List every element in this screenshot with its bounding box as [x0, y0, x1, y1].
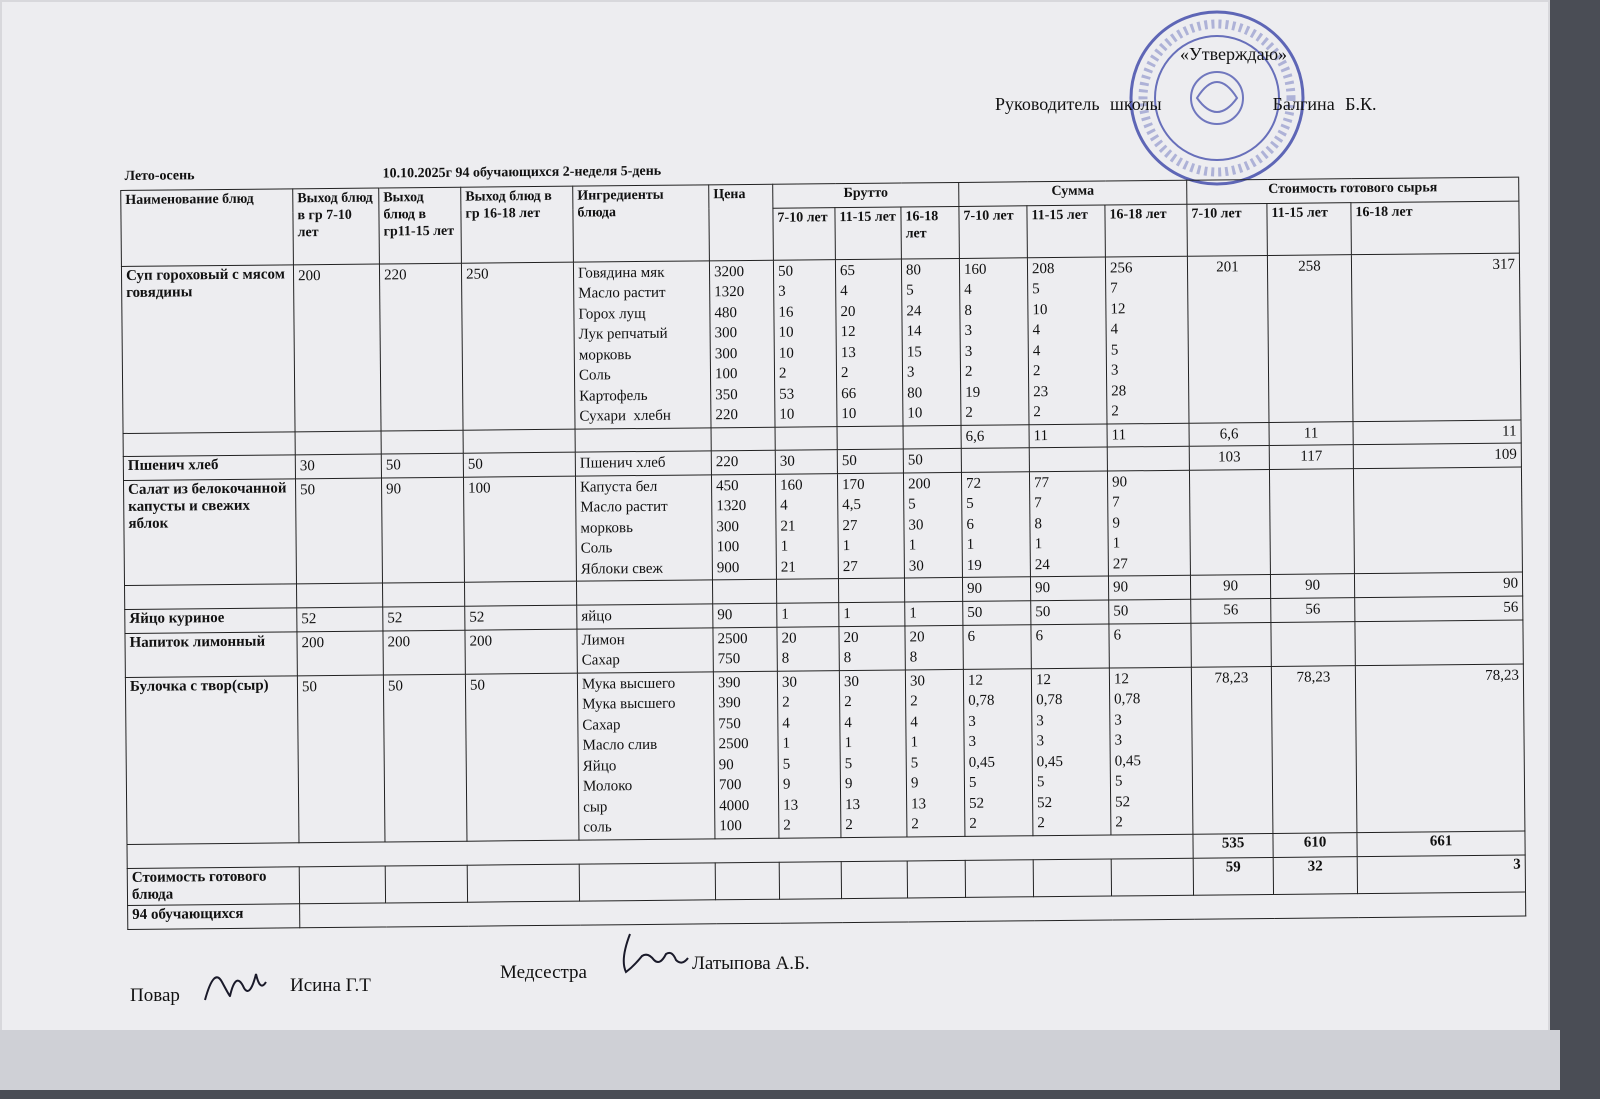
menu-row [125, 664, 1525, 844]
students-row-label: 94 обучающихся [128, 903, 300, 929]
brutto-age-7-10: 7-10 лет [773, 207, 835, 260]
price-list [711, 427, 775, 451]
cost-16-18 [1353, 467, 1522, 574]
brutto-7-10: 30 [775, 450, 837, 474]
cost-7-10: 103 [1189, 445, 1269, 469]
price-list: 390 390 750 2500 90 700 4000 100 [713, 671, 779, 839]
brutto-11-15: 50 [837, 449, 903, 473]
ingredients-list: Капуста бел Масло растит морковь Соль Яблоки свеж [575, 474, 712, 581]
cost-16-18: 109 [1353, 443, 1521, 468]
summa-7-10: 160 4 8 3 3 2 19 2 [959, 257, 1029, 425]
nurse-signature [612, 930, 692, 978]
cost-16-18 [1355, 620, 1523, 666]
cost-7-10 [1189, 469, 1270, 575]
brutto-11-15: 30 2 4 1 5 9 13 2 [839, 669, 907, 837]
cost-11-15: 56 [1271, 597, 1355, 622]
out-16-18 [463, 429, 575, 454]
brutto-16-18 [903, 425, 961, 449]
col-cost: Стоимость готового сырья [1187, 177, 1519, 204]
price-list: 220 [711, 450, 775, 474]
cost-11-15 [1271, 621, 1355, 666]
summa-7-10: 6,6 [961, 424, 1029, 448]
out-11-15 [382, 582, 464, 606]
cost-age-11-15: 11-15 лет [1267, 202, 1351, 255]
dish-name: Булочка с твор(сыр) [125, 675, 299, 844]
summa-7-10: 12 0,78 3 3 0,45 5 52 2 [963, 668, 1033, 836]
cost-11-15: 78,23 [1271, 665, 1357, 833]
dish-name [125, 584, 297, 609]
brutto-age-16-18: 16-18 лет [901, 206, 959, 259]
col-price: Цена [709, 184, 774, 261]
cost-16-18: 11 [1353, 420, 1521, 445]
col-out-16-18: Выход блюд в гр 16-18 лет [461, 186, 574, 263]
cost-11-15: 117 [1269, 445, 1353, 469]
summa-7-10: 50 [963, 600, 1031, 625]
brutto-16-18: 80 5 24 14 15 3 80 10 [901, 258, 961, 426]
nurse-label: Медсестра [500, 962, 587, 983]
cost-row-11-15: 32 [1273, 856, 1357, 894]
dish-name: Напиток лимонный [125, 631, 297, 677]
summa-11-15: 77 7 8 1 24 [1029, 471, 1108, 577]
col-dish: Наименование блюд [121, 188, 294, 266]
col-ingredients: Ингредиенты блюда [573, 184, 710, 261]
menu-row [123, 467, 1522, 586]
summa-16-18: 256 7 12 4 5 3 28 2 [1105, 256, 1189, 424]
nurse-name: Латыпова А.Б. [692, 953, 810, 974]
summa-age-7-10: 7-10 лет [959, 205, 1027, 258]
brutto-7-10: 20 8 [777, 626, 839, 671]
brutto-16-18: 50 [903, 448, 961, 472]
summa-11-15: 50 [1031, 600, 1109, 625]
cost-11-15 [1269, 468, 1354, 574]
out-7-10: 30 [295, 454, 381, 478]
summa-16-18: 12 0,78 3 3 0,45 5 52 2 [1109, 667, 1193, 835]
out-7-10 [296, 583, 382, 607]
col-summa: Сумма [959, 180, 1187, 206]
cost-age-16-18: 16-18 лет [1351, 201, 1519, 255]
dish-name [123, 431, 295, 456]
brutto-7-10 [775, 426, 837, 450]
ingredients-list: Лимон Сахар [577, 627, 713, 672]
brutto-11-15: 170 4,5 27 1 27 [837, 472, 904, 578]
summa-11-15: 208 5 10 4 4 2 23 2 [1027, 257, 1107, 425]
out-16-18: 100 [463, 476, 576, 583]
brutto-7-10: 50 3 16 10 10 2 53 10 [773, 259, 837, 427]
cost-row-16-18: 3 [1357, 855, 1525, 894]
out-16-18 [464, 581, 576, 606]
cost-7-10: 78,23 [1191, 666, 1273, 834]
brutto-7-10: 160 4 21 1 21 [775, 473, 838, 579]
summa-7-10: 90 [962, 577, 1030, 601]
summa-7-10 [961, 448, 1029, 472]
cost-16-18: 56 [1355, 596, 1523, 622]
brutto-16-18: 20 8 [905, 625, 963, 670]
summa-16-18 [1107, 446, 1189, 470]
approval-position: Руководитель школы [995, 94, 1162, 114]
cost-7-10: 6,6 [1189, 422, 1269, 446]
out-11-15 [381, 430, 463, 454]
summa-16-18: 6 [1109, 623, 1191, 668]
cost-age-7-10: 7-10 лет [1187, 203, 1267, 256]
summa-16-18: 11 [1107, 423, 1189, 447]
summa-7-10: 6 [963, 624, 1031, 669]
cook-name: Исина Г.Т [290, 975, 371, 996]
cost-7-10 [1191, 622, 1271, 667]
summa-16-18: 90 7 9 1 27 [1107, 470, 1190, 576]
brutto-11-15 [837, 425, 903, 449]
ingredients-list: Говядина мяк Масло растит Горох лущ Лук репчатый морковь Соль Картофель Сухари хлебн [573, 260, 711, 428]
brutto-11-15: 20 8 [839, 625, 905, 670]
summa-age-11-15: 11-15 лет [1027, 205, 1105, 258]
brutto-7-10 [776, 579, 838, 603]
price-list: 450 1320 300 100 900 [711, 474, 776, 580]
out-16-18: 52 [465, 605, 577, 630]
menu-info: 10.10.2025г 94 обучающихся 2-неделя 5-день [378, 155, 1518, 188]
menu-row [121, 253, 1521, 433]
summa-11-15: 12 0,78 3 3 0,45 5 52 2 [1031, 668, 1111, 836]
season-label: Лето-осень [120, 166, 378, 190]
approval-name: Балгина Б.К. [1272, 94, 1377, 114]
out-7-10: 52 [297, 606, 383, 631]
out-7-10: 200 [297, 630, 383, 675]
summa-16-18: 50 [1109, 599, 1191, 624]
col-out-11-15: Выход блюд в гр11-15 лет [379, 187, 462, 264]
price-list: 90 [713, 603, 777, 628]
brutto-16-18: 1 [905, 601, 963, 626]
cost-7-10: 201 [1187, 255, 1269, 423]
brutto-11-15 [838, 578, 904, 602]
cost-row-label: Стоимость готового блюда [127, 866, 299, 905]
dish-name: Пшенич хлеб [123, 455, 295, 480]
price-list [712, 579, 776, 603]
out-7-10: 50 [297, 674, 385, 842]
brutto-16-18: 200 5 30 1 30 [903, 472, 962, 578]
cost-11-15: 258 [1267, 254, 1353, 422]
out-7-10: 200 [293, 264, 381, 432]
summa-11-15: 11 [1029, 424, 1107, 448]
dish-name: Суп гороховый с мясом говядины [121, 264, 295, 433]
ingredients-list: Пшенич хлеб [575, 451, 711, 476]
summa-7-10: 72 5 6 1 19 [961, 471, 1030, 577]
total-11-15: 610 [1273, 832, 1357, 857]
out-11-15: 90 [381, 477, 464, 583]
ingredients-list [576, 580, 712, 605]
dish-name: Салат из белокочанной капусты и свежих яблок [123, 478, 296, 585]
price-list: 3200 1320 480 300 300 100 350 220 [709, 260, 775, 428]
summa-age-16-18: 16-18 лет [1105, 204, 1187, 257]
brutto-16-18 [904, 577, 962, 601]
summa-16-18: 90 [1108, 575, 1190, 599]
cost-16-18: 78,23 [1355, 664, 1525, 833]
summa-11-15 [1029, 447, 1107, 471]
menu-table [120, 155, 1526, 930]
out-7-10: 50 [295, 478, 382, 584]
summa-11-15: 6 [1031, 624, 1109, 669]
col-brutto: Брутто [773, 182, 959, 208]
out-7-10 [295, 431, 381, 455]
cost-7-10: 56 [1191, 598, 1271, 623]
out-16-18: 200 [465, 629, 577, 674]
brutto-7-10: 1 [777, 602, 839, 627]
cost-16-18: 317 [1351, 253, 1521, 422]
out-16-18: 50 [463, 452, 575, 477]
brutto-16-18: 30 2 4 1 5 9 13 2 [905, 669, 965, 837]
cook-signature [200, 962, 270, 1004]
brutto-age-11-15: 11-15 лет [835, 207, 901, 260]
approval-line [995, 94, 1377, 115]
out-11-15: 52 [383, 606, 465, 631]
out-16-18: 50 [465, 673, 579, 841]
ingredients-list: Мука высшего Мука высшего Сахар Масло слив Яйцо Молоко сыр соль [577, 671, 715, 839]
cost-16-18: 90 [1354, 572, 1522, 597]
out-16-18: 250 [461, 262, 575, 430]
cook-label: Повар [130, 985, 180, 1006]
cost-11-15: 11 [1269, 421, 1353, 445]
ingredients-list: яйцо [577, 603, 713, 628]
cost-7-10: 90 [1190, 574, 1270, 598]
col-out-7-10: Выход блюд в гр 7-10 лет [293, 188, 380, 265]
dish-name: Яйцо куриное [125, 607, 297, 633]
cost-11-15: 90 [1270, 574, 1354, 598]
brutto-7-10: 30 2 4 1 5 9 13 2 [777, 670, 841, 838]
price-list: 2500 750 [713, 627, 777, 672]
ingredients-list [575, 427, 711, 452]
approval-title: «Утверждаю» [1180, 44, 1288, 64]
total-7-10: 535 [1193, 833, 1273, 858]
summa-11-15: 90 [1030, 576, 1108, 600]
brutto-11-15: 1 [839, 601, 905, 626]
total-16-18: 661 [1357, 831, 1525, 857]
cost-row-7-10: 59 [1193, 857, 1273, 895]
brutto-11-15: 65 4 20 12 13 2 66 10 [835, 259, 903, 427]
out-11-15: 50 [381, 453, 463, 477]
out-11-15: 200 [383, 630, 465, 675]
out-11-15: 50 [383, 674, 467, 842]
background-surface [0, 1030, 1560, 1090]
out-11-15: 220 [379, 263, 463, 431]
